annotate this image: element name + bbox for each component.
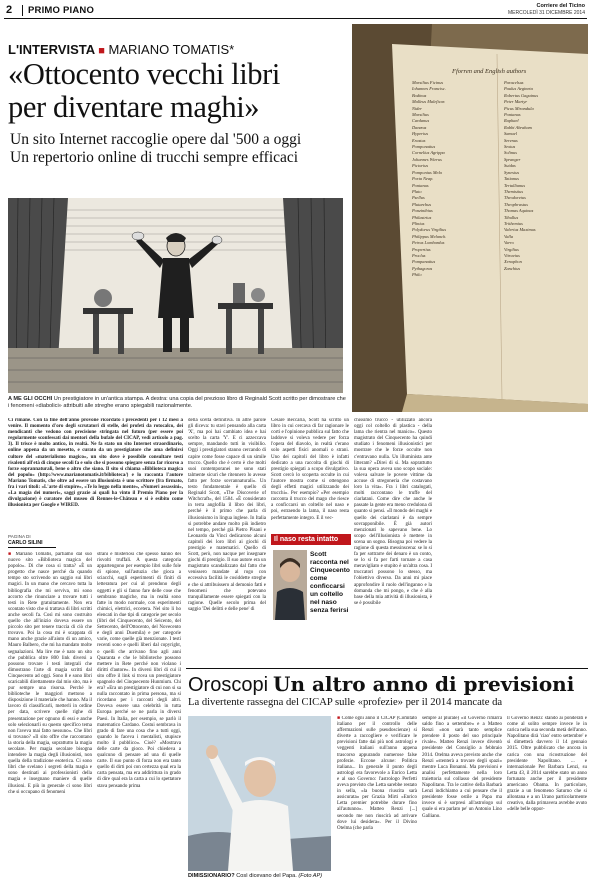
book-author-name: Cornelius Agrippa [412, 150, 445, 156]
book-author-name: Theodoretus [504, 195, 526, 201]
interview-column-4: Cesare Beccaria, Scott ha scritto un libro in cui cercava di far ragionare le corti e l'opinione pubblica sul fatto che laddove si voleva vedere per forza l'opera del diavolo, in realtà c'erano solo aspetti fisici anomali o strani. Uno dei capitoli del libro è infatti dedicato a una raccolta di giochi di prestigio spiegati a scopo divulgativo. Scott cercò lo scoperta occulte in cui l'autore mostra come si ottengono degli effetti magici utilizzando dei trucchi». Per esempio? «Per esempio racconta il trucco del mago che riesce a conficcarsi un coltello nel naso e poi, estraendo la lama, il naso resta perfettamente integro. E il vec- [271, 418, 349, 521]
interview-column-2: strani e misteriosi che spesso hanno dei risvolti truffali. A questa categoria appartengono per esempio libri sulle fole di spione, sull'astuzia che gioca a sciacchi, sugli esperimenti di finiti di letteratura per cui al prendono degli oggetti e gli si fanno fare delle cose che sembrano magiche, ma in realtà sono fatte in modo normale, con esperimenti chimici, elettrici, eccetera. Nel sito li ho elencati in due tipi di categorie per secolo (libri del Cinquecento, del Seicento, del Settecento, dell'Ottocento, del Novecento e degli anni Duemila) e per categorie varie, come quelle già menzionate. I testi recenti sono e quelli liberi dal copyright, o quelli che arrivano fino agli anni Quaranta e che le biblioteche possono mettere in Rete perché non violano i diritti d'autore». In diversi libri di cui il sito offre il link si trova un prestigiatore spagnolo del Cinquecento Hunmium. Chi era? «Era un prestigiatore di cui non si sa nulla raccontato in prima persona, ma si ricordano per i racconti degli altri. Doveva essere una celebrità in tutta Europa perché se ne parla in diversi Paesi. In Italia, per esempio, se parlò il matematico Cardano. Costui sembrava in grado di fare una cosa che a tutti oggi, quando lo faceva i mentalisti, stupisce molto il pubblico». Cioè? «Mostrava delle carte da gioco. Poi chiedeva a qualcuno di pensare ad una di quelle carte. Il suo punto di forza non era tanto quello di dirti poi con certezza qual era la carta pensata, ma era addirittura in grado di dire qual era la carta a cui lo spettatore stava pensando prima [97, 552, 181, 789]
pope-caption-label: DIMISSIONARIO? [188, 873, 235, 879]
author-portrait [273, 550, 307, 620]
oroscopi-column-1 [337, 716, 417, 884]
interview-kicker [8, 42, 234, 57]
book-author-name: Suidas [504, 163, 516, 169]
book-author-name: Raphael [504, 118, 519, 124]
book-author-name: Robertus Gaguinus [504, 92, 539, 98]
book-author-name: Proclus [412, 252, 426, 258]
book-author-name: Erastus [412, 137, 426, 143]
byline-name: CARLO SILINI [8, 540, 43, 546]
book-author-name: Paulus Aegineta [504, 86, 533, 92]
book-author-name: Marsilius Ficinus [412, 80, 444, 85]
caption-label: A ME GLI OCCHI [8, 396, 53, 402]
oroscopi-title: Un altro anno di previsioni [273, 672, 575, 696]
oroscopi-column-2: sempre al plurale) «il Governo rimarrà saldo fino a settembre» e a Matteo Renzi «non sarà tanto semplice prendere il posto del suo principale rivale». Matteo Renzi invece diventò presidente del Consiglio a febbraio 2014. Otelma aveva previsto anche che Renzi «stenterà a trovare degli spazi» mentre Luca Bonanni. Ma previsioni e analisi perfettamente nella loro traiettoria sul collasso del presidente Napolitano. Tra le cattive della Barbarà Lenzi indichiamo a cui pensare che il presidente fosse ostile a Papa ma invece si è sorpresi all'astrologo sul quale si era parlato pe' un Antonio Lino Galliano. [422, 716, 502, 819]
interview-column-3: della scelta definitiva. In altre parole gli diceva: tu stavi pensando alla carta 'X', ma poi hai cambiato idea e hai scelto la carta 'Y'. E ci azzeccava sempre, mandando tutti in visibilio. Oggi i prestigiatori stanno cercando di capire come fosse capace di un simile trucco. Quello che è certo è che molti suoi contemporanei ne sono stati talmente sicuri che ritennero lo avesse fatto per forze sovrannaturali». Un testo fondamentale è quello di Reginald Scott, «The Discoverie of Witchcraft», del 1584. «È considerato in terra anglofila il libro dei libri, perché è il primo che parla di illusionismo in lingua inglese. In Italia si potrebbe andare molto più indietro nel tempo, perché già Pietro Pisani e Leonardo da Vinci dedicarono alcuni capitoli dei loro libri ai giochi di prestigio e matematici. Quello di Scott, però, non nacque per insegnare giochi di prestigio. Il suo autore era un magistrato scandalizzato dal fatto che venissero mandate al rogo con eccessiva facilità le cosiddette streghe e che si attribuissero al demonio fatti e fenomeni che potevano tranquillamente essere spiegati con la ragione. Quelle secolo prima del saggio 'Dei delitti e delle pene' di [188, 418, 266, 612]
caption-text: Un prestigiatore in un'antica stampa. A destra: una copia del prezioso libro di Reginald Scott scritto per dimostrare che i fenomeni «diabolici» attribuiti alle streghe erano spiegabili razionalmente. [8, 396, 346, 409]
book-heading: Fforren and English authors [452, 68, 527, 75]
book-names-left [412, 80, 492, 279]
header-rule [4, 18, 587, 19]
sidebar-box [271, 534, 351, 664]
book-author-name: Johannes Wierus [412, 156, 442, 162]
book-author-name: Philastrius [412, 214, 432, 220]
oroscopi-column-1-text: Come ogni anno il CICAP (Comitato italiano per il controllo delle affermazioni sulle pseudoscienze) si diverte a raccogliere e verificare le previsioni fatte dai più noti astrologi e veggenti italiani sull'anno appena trascorso appurando numerose false profezie. Eccone alcune: Politica italiana... In generale il punto degli astrologi era favorevole a Enrico Letta e al suo Governo: l'astrologo Perfetti aveva previsto che Letta sarebbe restato in sella, «la buona riuscita sarà assicurata» per Grazia Mirti «Enrico Letta premier potrebbe durare fino all'autunno». Matteo Renzi [...] secondo me non riuscirà ad arrivare dove lui desidera». Per il Divino Otelma (che parla [337, 716, 417, 831]
book-author-name: Synesius [504, 169, 520, 175]
book-author-name: Samuel [504, 131, 517, 137]
book-author-name: Ponzinibius [412, 208, 433, 214]
book-author-name: Valla [504, 233, 514, 239]
headline-line-1: «Ottocento vecchi libri [8, 57, 280, 91]
intro-paragraph: Ci rimane. Con la fine dell'anno provone ricordato i precedenti per i 12 mesi a venire. Il momento d'oro degli scrutatori di stelle, dei profeti da rotocalco, dei mendicanti che vedono con precisione stringata nel futuro (per essere poi regolarmente sconfessati dai mentori della bufale del CICAP, vedi articolo a pag. 3). Il trisce è molto antico, in realtà. Ne fa stato un sito Internet straordinario, online appena da un mesetto, e curato da un prestigiatore che ama definirsi cultore del «materialismo magico», un sito dove è possibile consultare testi risalenti all'età di cinque secoli fa e solo che si possono spiegare senza far ricorso a forze soprannaturali, bene o altro che siano. Il sito si chiama «Biblioteca magica del popolo» (http://www.marianotomatis.it/biblioteca/) e lo racconta l'autore Mariano Tomatis, che oltre ad essere un illusionista è uno scrittore (fra firmato, fra i vari titoli: «L'arte di stupire», «Te lo leggo nella mente», «Numeri assassini», «La magia dei numeri», saggi grazie ai quali ha vinto il Premio Piano per la divulgazione) è curatore del museo di Rennes-le-Château e si è esibito come illusionista per Google e WIRED. [8, 418, 183, 509]
book-author-name: Marsilius [412, 112, 429, 118]
book-author-name: Solinus [504, 150, 517, 156]
oroscopi-rule [186, 668, 588, 669]
page-number: 2 [6, 4, 13, 16]
book-author-name: Themistius [504, 188, 524, 194]
book-author-name: Psellus [412, 195, 425, 201]
book-author-name: Petrus Lombardus [412, 240, 445, 246]
header-divider [22, 5, 23, 16]
pope-illustration [188, 716, 331, 871]
book-author-name: Tertullianus [504, 182, 526, 188]
book-author-name: Hyperius [412, 131, 429, 137]
book-author-name: Tibullus [504, 214, 519, 220]
headline-line-2: per diventare maghi» [8, 90, 260, 124]
book-author-name: Malleus Maleficar. [412, 99, 446, 105]
engraving-illustration [8, 198, 343, 393]
book-author-name: Trithemius [504, 220, 523, 226]
book-author-name: Zanchius [504, 265, 521, 271]
byline-rule [8, 547, 56, 548]
book-author-name: Pomponatius [412, 144, 436, 150]
magician-engraving [8, 198, 343, 393]
interview-column-1 [8, 552, 92, 882]
column-1-text: Mariano Tomatis, partiamo dal suo nuovo sito «Biblioteca magica del popolo». Di che cosa si tratta? «È un progetto che nasce perché da quando tempo sto scrivendo un saggio sui libri magici. In un mano che cercavo tutta la bibliografia che mi serviva, mi sono accorto che rinunciare a trovare tutti i testi in Rete gratuitamente. Non era scontato visto che si trattava di libri scritti anche secoli fa. Così mi sono costruito quello che all'inizio doveva essere un piccolo sito per tenere traccia di ciò che trovavo. Poi la cosa mi è scappata di mano anche grazie all'aiuto di un amico, Mauro Balbero, che mi ha mandato molte segnalazioni. Ma lire me è nato un sito che pubblica oltre 800 link diversi a possono trovare i testi integrali che dimostrano l'arte di magia scritti dal Cinquecento ad oggi. Sono 8 e sono libri scaricabili direttamente dal mio sito, ma è pur sempre una risorsa. Perché le biblioteche le maggiori mettono a disposizione il materiale che hanno. Ma il lavoro di classificarli, metterli in ordine per data, scrivere quelle righe di presentazione per ognuno di essi e anche solo selezionarli su questo specifico tema non l'aveva mai fatto nessuno». Che libri si trovano? «Il sito offre che raccontano la storia della magia, soprattutto la magia secolare. Per magia secolare bisogna intendere la magia degli illusionisti, non quella della tradizione esoterica. Ci sono libri che svelano i segreti della magia e sono destinati ai professionisti della magia e insegnano maniere di quelle illusioni. E più in generale ci sono libri che si occupano di fenomeni [8, 552, 92, 795]
book-author-name: Pomponius Mela [412, 169, 442, 175]
book-author-name: Rabbi Abraham [504, 124, 532, 130]
kicker-name: MARIANO TOMATIS* [108, 42, 235, 57]
book-author-name: Iohannes Francisc. [412, 86, 446, 92]
book-author-name: Pythagoras [412, 265, 433, 271]
oroscopi-subhead: La divertente rassegna del CICAP sulle «profezie» per il 2014 mancate da [188, 697, 503, 708]
engraving-caption [8, 396, 348, 409]
book-author-name: Bodinus [412, 92, 427, 98]
book-author-name: Pictorius [412, 163, 429, 169]
interview-subhead [10, 131, 350, 167]
book-author-name: Picus Mirandula [504, 105, 534, 111]
book-author-name: Theophrastus [504, 201, 528, 207]
book-author-name: Nider [412, 105, 423, 111]
subhead-line-2: Un repertorio online di trucchi sempre efficaci [10, 149, 299, 166]
oroscopi-headline [188, 672, 588, 697]
kicker-label: L'INTERVISTA [8, 42, 95, 57]
book-author-name: Plutarchus [412, 201, 432, 207]
issue-date: MERCOLEDÌ 31 DICEMBRE 2014 [508, 10, 585, 16]
interview-column-5: chissimo trucco - utilizzato ancora oggi col coltello di plastica - della lama che rientra nel manico». Questo magistrato del Cinquecento ha quindi studiato i fenomeni illusionistici per mostrare che le forze occulte non c'entravano nulla. Un illuminista ante litteram? «Direi di sì. Ma soprattutto la sua opera aveva uno scopo sociale: voleva salvare le povere vittime da accuse di stregoneria che costavano loro la vita». Fra i libri catalogati, molti raccontano le truffe del ciarlatani. Come dire che anche le passate la gente era meno credulona di quanto si pensi. «Il mondo dei maghi e quello dei ciarlatani è da sempre sovrapponibile. È già autori menzionati lo sapevano bene. Lo scopo dell'illusionista è mettere in scena un sogno. Bisogna poi vedere la ragione di questa messinscena: se lo si fa per sottrarre dei denaro è un conto, se lo si fa per farti tornare a casa meravigliato e stupito è un'altra cosa. I truccatori possono lo stesso, ma l'obiettivo diverso. Da anni mi piace approfondire il ruolo dell'inganno e la domanda che mi pongo, e che è alla base della mia attività di illusionista, è se è possibile [354, 418, 432, 606]
newspaper-name: Corriere del Ticino [536, 3, 585, 9]
kicker-square-icon: ■ [98, 45, 105, 57]
book-author-name: Valerius Maximus [504, 227, 536, 233]
book-author-name: Spranger [504, 156, 521, 162]
oroscopi-square-icon: ■ [337, 716, 342, 721]
book-author-name: Vitruvius [504, 252, 520, 258]
pope-caption [188, 873, 331, 879]
book-author-name: Plato [412, 188, 422, 194]
portrait-illustration [273, 550, 307, 620]
book-author-name: Peter Martyr [504, 99, 528, 105]
book-author-name: Pontanus [504, 112, 521, 118]
book-photo [352, 24, 588, 412]
subhead-line-1: Un sito Internet raccoglie opere dal '500 a oggi [10, 131, 302, 148]
book-author-name: Varro [504, 240, 514, 246]
book-author-name: Serenus [504, 137, 518, 143]
book-author-name: Sextus [504, 144, 516, 150]
book-author-name: Virgilius [504, 246, 519, 252]
book-author-name: Philo [412, 272, 422, 278]
pope-caption-credit: (Foto AP) [298, 873, 323, 879]
book-author-name: Polydorus Virgilius [412, 227, 447, 233]
book-author-name: Propertius [412, 246, 431, 252]
oroscopi-column-3: ll Governo Renzi: stando ai ponderati e come al solito sempre invece le in carica nella sua seconda metà dell'anno. Napolitano dirà 'ciao' entro settembre' e si dimetterà davvero il 14 gennaio 2015. Oltre pubblicato che ancora in carica con una ricostruzione del presidente Napolitano. ... e internazionale Per Barbara Lenzi, su Letta 43, il 2014 sarebbe stato un anno fortunato anche per il presidente americano Obama. In particolare, grazie a un fenomeno Saturno che si allontana e a un Urano particolarmente creativo, dalla primavera avrebbe avuto «delle belle oppor- [507, 716, 587, 813]
byline-label: PAGINA DI [8, 534, 31, 539]
book-author-name: Porta Neap. [412, 176, 434, 182]
interview-headline [8, 58, 348, 124]
book-author-name: Pompanatius [412, 259, 436, 265]
body-square-icon: ■ [8, 552, 16, 557]
book-author-name: Cardanus [412, 118, 430, 124]
book-author-name: Philippus Melanch. [412, 233, 447, 239]
book-author-name: Paracelsus [504, 80, 524, 85]
book-author-name: Tatianus [504, 176, 519, 182]
book-names-right [504, 80, 584, 272]
sidebar-quote: Scott racconta nel Cinquecento come conficcarsi un coltello nel naso senza ferirsi [310, 551, 350, 614]
book-author-name: Thomas Aquinas [504, 208, 534, 214]
book-author-name: Xenophon [504, 259, 522, 265]
section-name: PRIMO PIANO [28, 5, 95, 16]
book-author-name: Danæus [412, 124, 427, 130]
oroscopi-kicker: Oroscopi [188, 674, 269, 696]
pope-caption-text: Così dicevano del Papa. [236, 873, 297, 879]
book-author-name: Pontanus [412, 182, 429, 188]
sidebar-title: Il naso resta intatto [271, 534, 351, 545]
pope-photo [188, 716, 331, 871]
book-author-name: Plinius [412, 220, 425, 226]
